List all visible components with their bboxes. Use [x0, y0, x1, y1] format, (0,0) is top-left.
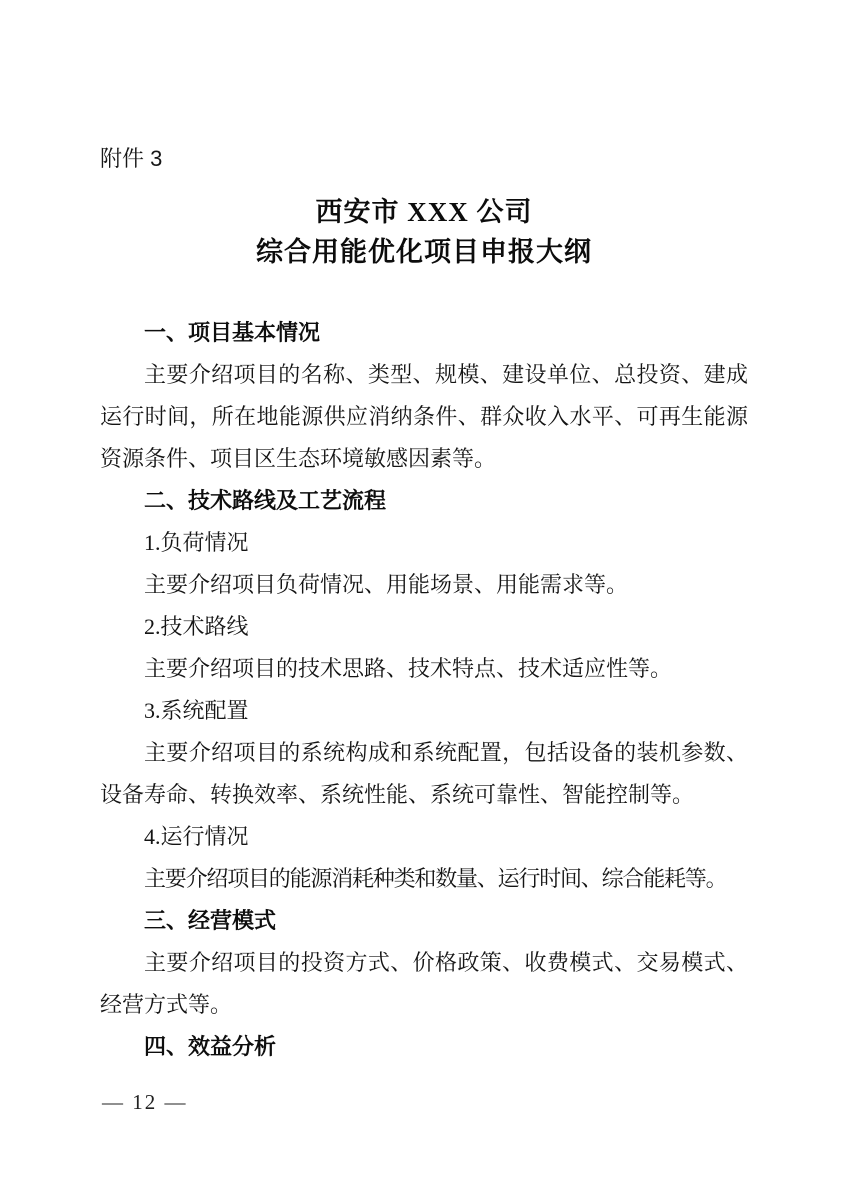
body-paragraph: 主要介绍项目的名称、类型、规模、建设单位、总投资、建成运行时间，所在地能源供应消纳条件、群众收入水平、可再生能源资源条件、项目区生态环境敏感因素等。 [100, 362, 748, 471]
body-paragraph: 主要介绍项目的投资方式、价格政策、收费模式、交易模式、经营方式等。 [100, 950, 748, 1017]
document-title [100, 192, 748, 272]
body-paragraph: 主要介绍项目负荷情况、用能场景、用能需求等。 [144, 572, 629, 597]
attachment-label: 附件 3 [100, 146, 163, 171]
section-heading: 一、项目基本情况 [144, 320, 321, 345]
body-paragraph: 主要介绍项目的能源消耗种类和数量、运行时间、综合能耗等。 [144, 866, 727, 891]
section-heading: 四、效益分析 [144, 1034, 277, 1059]
body-paragraph: 主要介绍项目的系统构成和系统配置，包括设备的装机参数、设备寿命、转换效率、系统性能、系统可靠性、智能控制等。 [100, 740, 748, 807]
subsection-heading: 3.系统配置 [144, 698, 249, 723]
document-title-line-1: 西安市 XXX 公司 [315, 197, 533, 227]
body-paragraph: 主要介绍项目的技术思路、技术特点、技术适应性等。 [144, 656, 673, 681]
document-body [100, 312, 748, 1068]
page-number: — 12 — [102, 1090, 188, 1114]
section-heading: 三、经营模式 [144, 908, 277, 933]
subsection-heading: 4.运行情况 [144, 824, 249, 849]
subsection-heading: 2.技术路线 [144, 614, 249, 639]
section-heading: 二、技术路线及工艺流程 [144, 488, 387, 513]
document-title-line-2: 综合用能优化项目申报大纲 [256, 237, 592, 267]
subsection-heading: 1.负荷情况 [144, 530, 249, 555]
